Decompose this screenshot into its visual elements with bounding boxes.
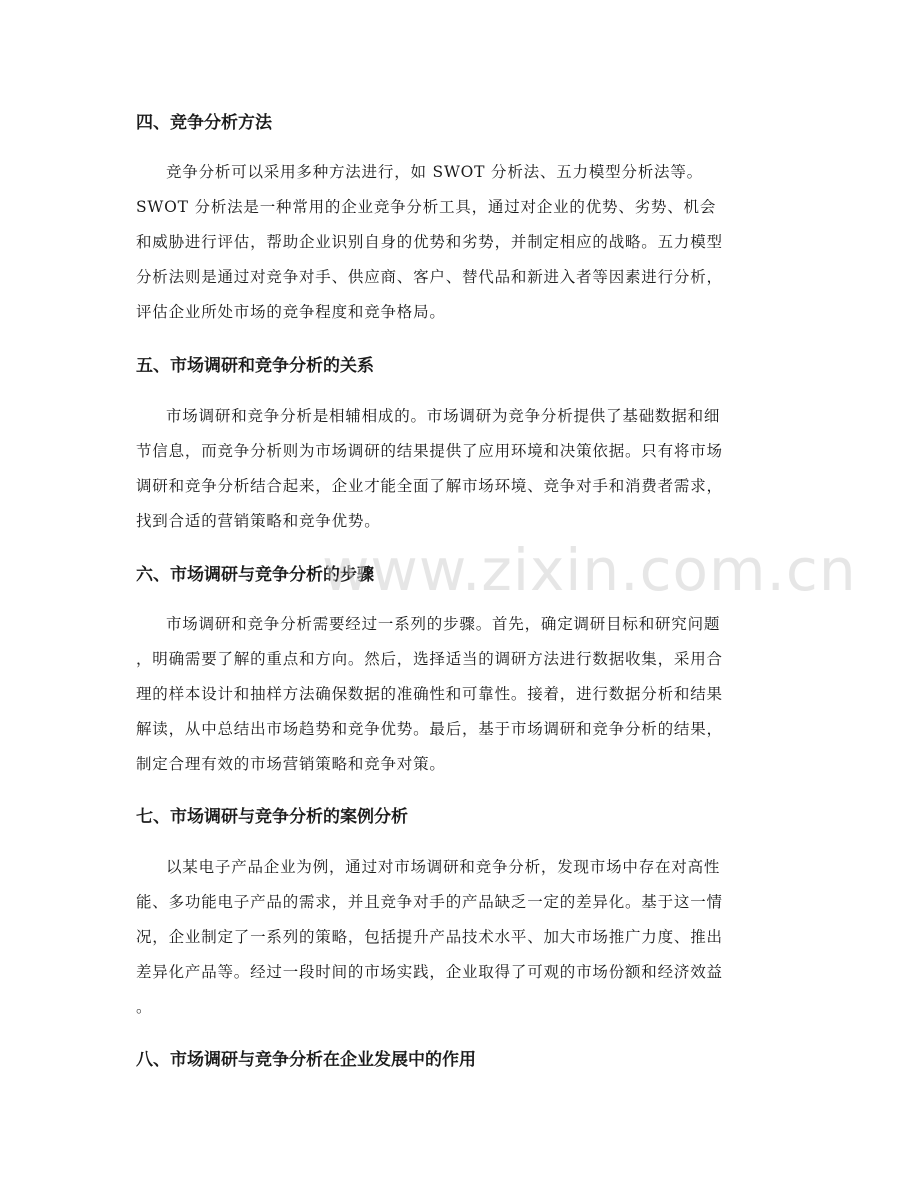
paragraph-line: 况，企业制定了一系列的策略，包括提升产品技术水平、加大市场推广力度、推出	[136, 928, 723, 946]
section-heading-7: 七、市场调研与竞争分析的案例分析	[136, 807, 408, 827]
paragraph-line: 差异化产品等。经过一段时间的市场实践，企业取得了可观的市场份额和经济效益	[136, 963, 723, 981]
paragraph-line: 找到合适的营销策略和竞争优势。	[136, 512, 381, 530]
paragraph-line: 节信息，而竞争分析则为市场调研的结果提供了应用环境和决策依据。只有将市场	[136, 442, 723, 460]
paragraph-line: 和威胁进行评估，帮助企业识别自身的优势和劣势，并制定相应的战略。五力模型	[136, 233, 723, 251]
paragraph-line: 竞争分析可以采用多种方法进行，如 SWOT 分析法、五力模型分析法等。	[166, 163, 703, 181]
paragraph-line: 理的样本设计和抽样方法确保数据的准确性和可靠性。接着，进行数据分析和结果	[136, 685, 723, 703]
section-heading-4: 四、竞争分析方法	[136, 113, 272, 133]
paragraph-line: 。	[136, 998, 153, 1016]
paragraph-line: ，明确需要了解的重点和方向。然后，选择适当的调研方法进行数据收集，采用合	[136, 650, 723, 668]
paragraph-line: 市场调研和竞争分析是相辅相成的。市场调研为竞争分析提供了基础数据和细	[166, 407, 721, 425]
section-heading-5: 五、市场调研和竞争分析的关系	[136, 356, 374, 376]
paragraph-line: 解读，从中总结出市场趋势和竞争优势。最后，基于市场调研和竞争分析的结果，	[136, 720, 723, 738]
paragraph-line: 分析法则是通过对竞争对手、供应商、客户、替代品和新进入者等因素进行分析，	[136, 268, 723, 286]
paragraph-line: 能、多功能电子产品的需求，并且竞争对手的产品缺乏一定的差异化。基于这一情	[136, 893, 723, 911]
paragraph-line: 评估企业所处市场的竞争程度和竞争格局。	[136, 303, 446, 321]
paragraph-line: 市场调研和竞争分析需要经过一系列的步骤。首先，确定调研目标和研究问题	[166, 615, 721, 633]
watermark: www.zixin.com.cn	[322, 536, 857, 604]
section-heading-8: 八、市场调研与竞争分析在企业发展中的作用	[136, 1050, 476, 1070]
paragraph-line: 制定合理有效的市场营销策略和竞争对策。	[136, 755, 446, 773]
paragraph-line: SWOT 分析法是一种常用的企业竞争分析工具，通过对企业的优势、劣势、机会	[136, 198, 717, 216]
section-heading-6: 六、市场调研与竞争分析的步骤	[136, 565, 374, 585]
paragraph-line: 以某电子产品企业为例，通过对市场调研和竞争分析，发现市场中存在对高性	[166, 858, 721, 876]
paragraph-line: 调研和竞争分析结合起来，企业才能全面了解市场环境、竞争对手和消费者需求，	[136, 477, 723, 495]
